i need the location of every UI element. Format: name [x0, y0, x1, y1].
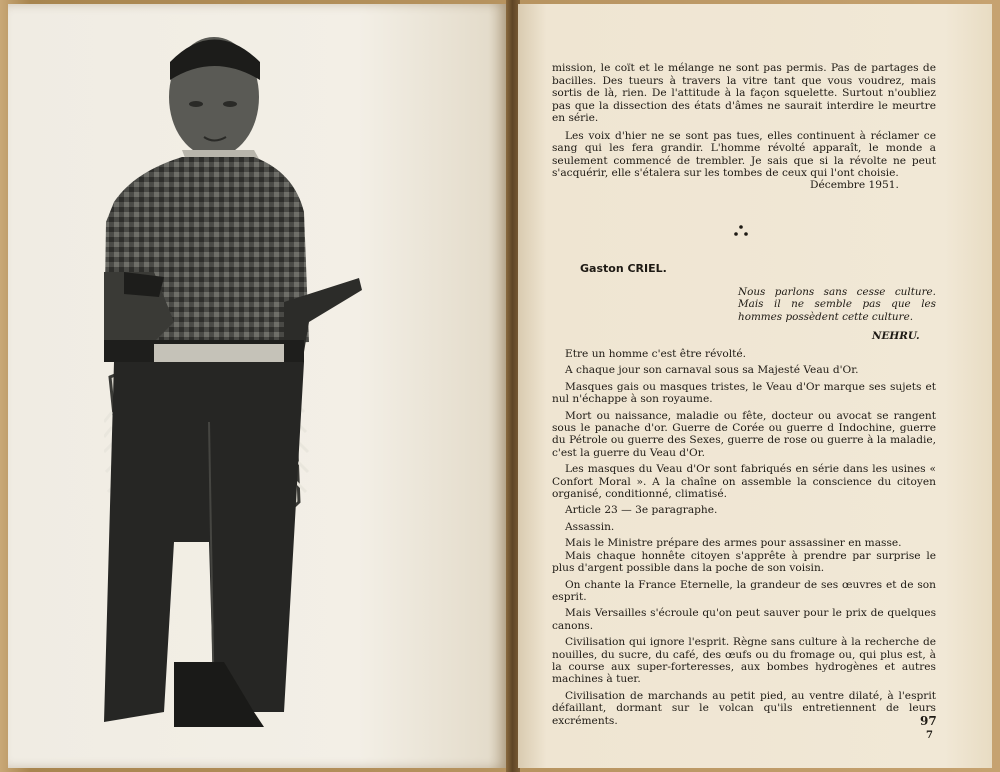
paragraph: Mais le Ministre prépare des armes pour assassiner en masse.	[565, 537, 902, 550]
paragraph: Assassin.	[565, 520, 615, 533]
asterism-icon	[733, 224, 749, 238]
epigraph-author: NEHRU.	[872, 330, 920, 342]
author-name: Gaston CRIEL.	[580, 262, 667, 275]
paragraph: Article 23 — 3e paragraphe.	[565, 504, 718, 517]
paragraph: Etre un homme c'est être révolté.	[565, 348, 747, 360]
paragraph: Les voix d'hier ne se sont pas tues, elles continuent à réclamer ce sang qui les fera grandir. L'homme révolté apparaît, le monde a seulement commencé de trembler. Je sais que si la révolte ne peut s'acquérir, elle s'étalera sur les tombes de ceux qui l'ont choisie.	[552, 129, 936, 179]
paragraph: Mais Versailles s'écroule qu'on peut sauver pour le prix de quelques canons.	[552, 607, 936, 632]
paragraph: Mort ou naissance, maladie ou fête, docteur ou avocat se rangent sous le panache d'or. Guerre de Corée ou guerre d Indochine, guerre du Pétrole ou guerre des Sexes, guerre de rose ou guerre à la maladie, c'est la guerre du Veau d'Or.	[552, 409, 936, 459]
paragraph: Civilisation qui ignore l'esprit. Règne sans culture à la recherche de nouilles, du sucre, du café, des œufs ou du fromage ou, qui plus est, à la course aux super-forteresses, aux bombes hydrogènes et autres machines à tuer.	[552, 636, 936, 686]
page-number: 97	[920, 714, 937, 728]
body-text-block	[552, 348, 936, 731]
paragraph: Masques gais ou masques tristes, le Veau d'Or marque ses sujets et nul n'échappe à son royaume.	[552, 380, 936, 406]
top-text-block	[552, 62, 936, 185]
cowboy-photo-icon	[104, 22, 364, 732]
paragraph: A chaque jour son carnaval sous sa Majesté Veau d'Or.	[565, 364, 859, 377]
paragraph: On chante la France Eternelle, la grandeur de ses œuvres et de son esprit.	[552, 578, 936, 603]
cowboy-costume-photo	[104, 22, 364, 732]
epigraph: Nous parlons sans cesse culture. Mais il ne semble pas que les hommes possèdent cette culture.	[738, 286, 936, 323]
paragraph: Mais chaque honnête citoyen s'apprête à prendre par surprise le plus d'argent possible dans la poche de son voisin.	[552, 549, 936, 575]
paragraph: mission, le coït et le mélange ne sont pas permis. Pas de partages de bacilles. Des tueurs à travers la vitre tant que vous voudrez, mais sortis de là, rien. De l'attitude à la façon squelette. Surtout n'oubliez pas que la dissection des états d'âmes ne saurait interdire le meurtre en série.	[552, 62, 936, 124]
paragraph: Civilisation de marchands au petit pied, au ventre dilaté, à l'esprit défaillant, dormant sur le volcan qu'ils entretiennent de leurs excréments.	[552, 689, 936, 727]
paragraph: Les masques du Veau d'Or sont fabriqués en série dans les usines « Confort Moral ». A la chaîne on assemble la conscience du citoyen organisé, conditionné, climatisé.	[552, 463, 936, 501]
date: Décembre 1951.	[810, 179, 899, 191]
signature-mark: 7	[926, 730, 933, 741]
